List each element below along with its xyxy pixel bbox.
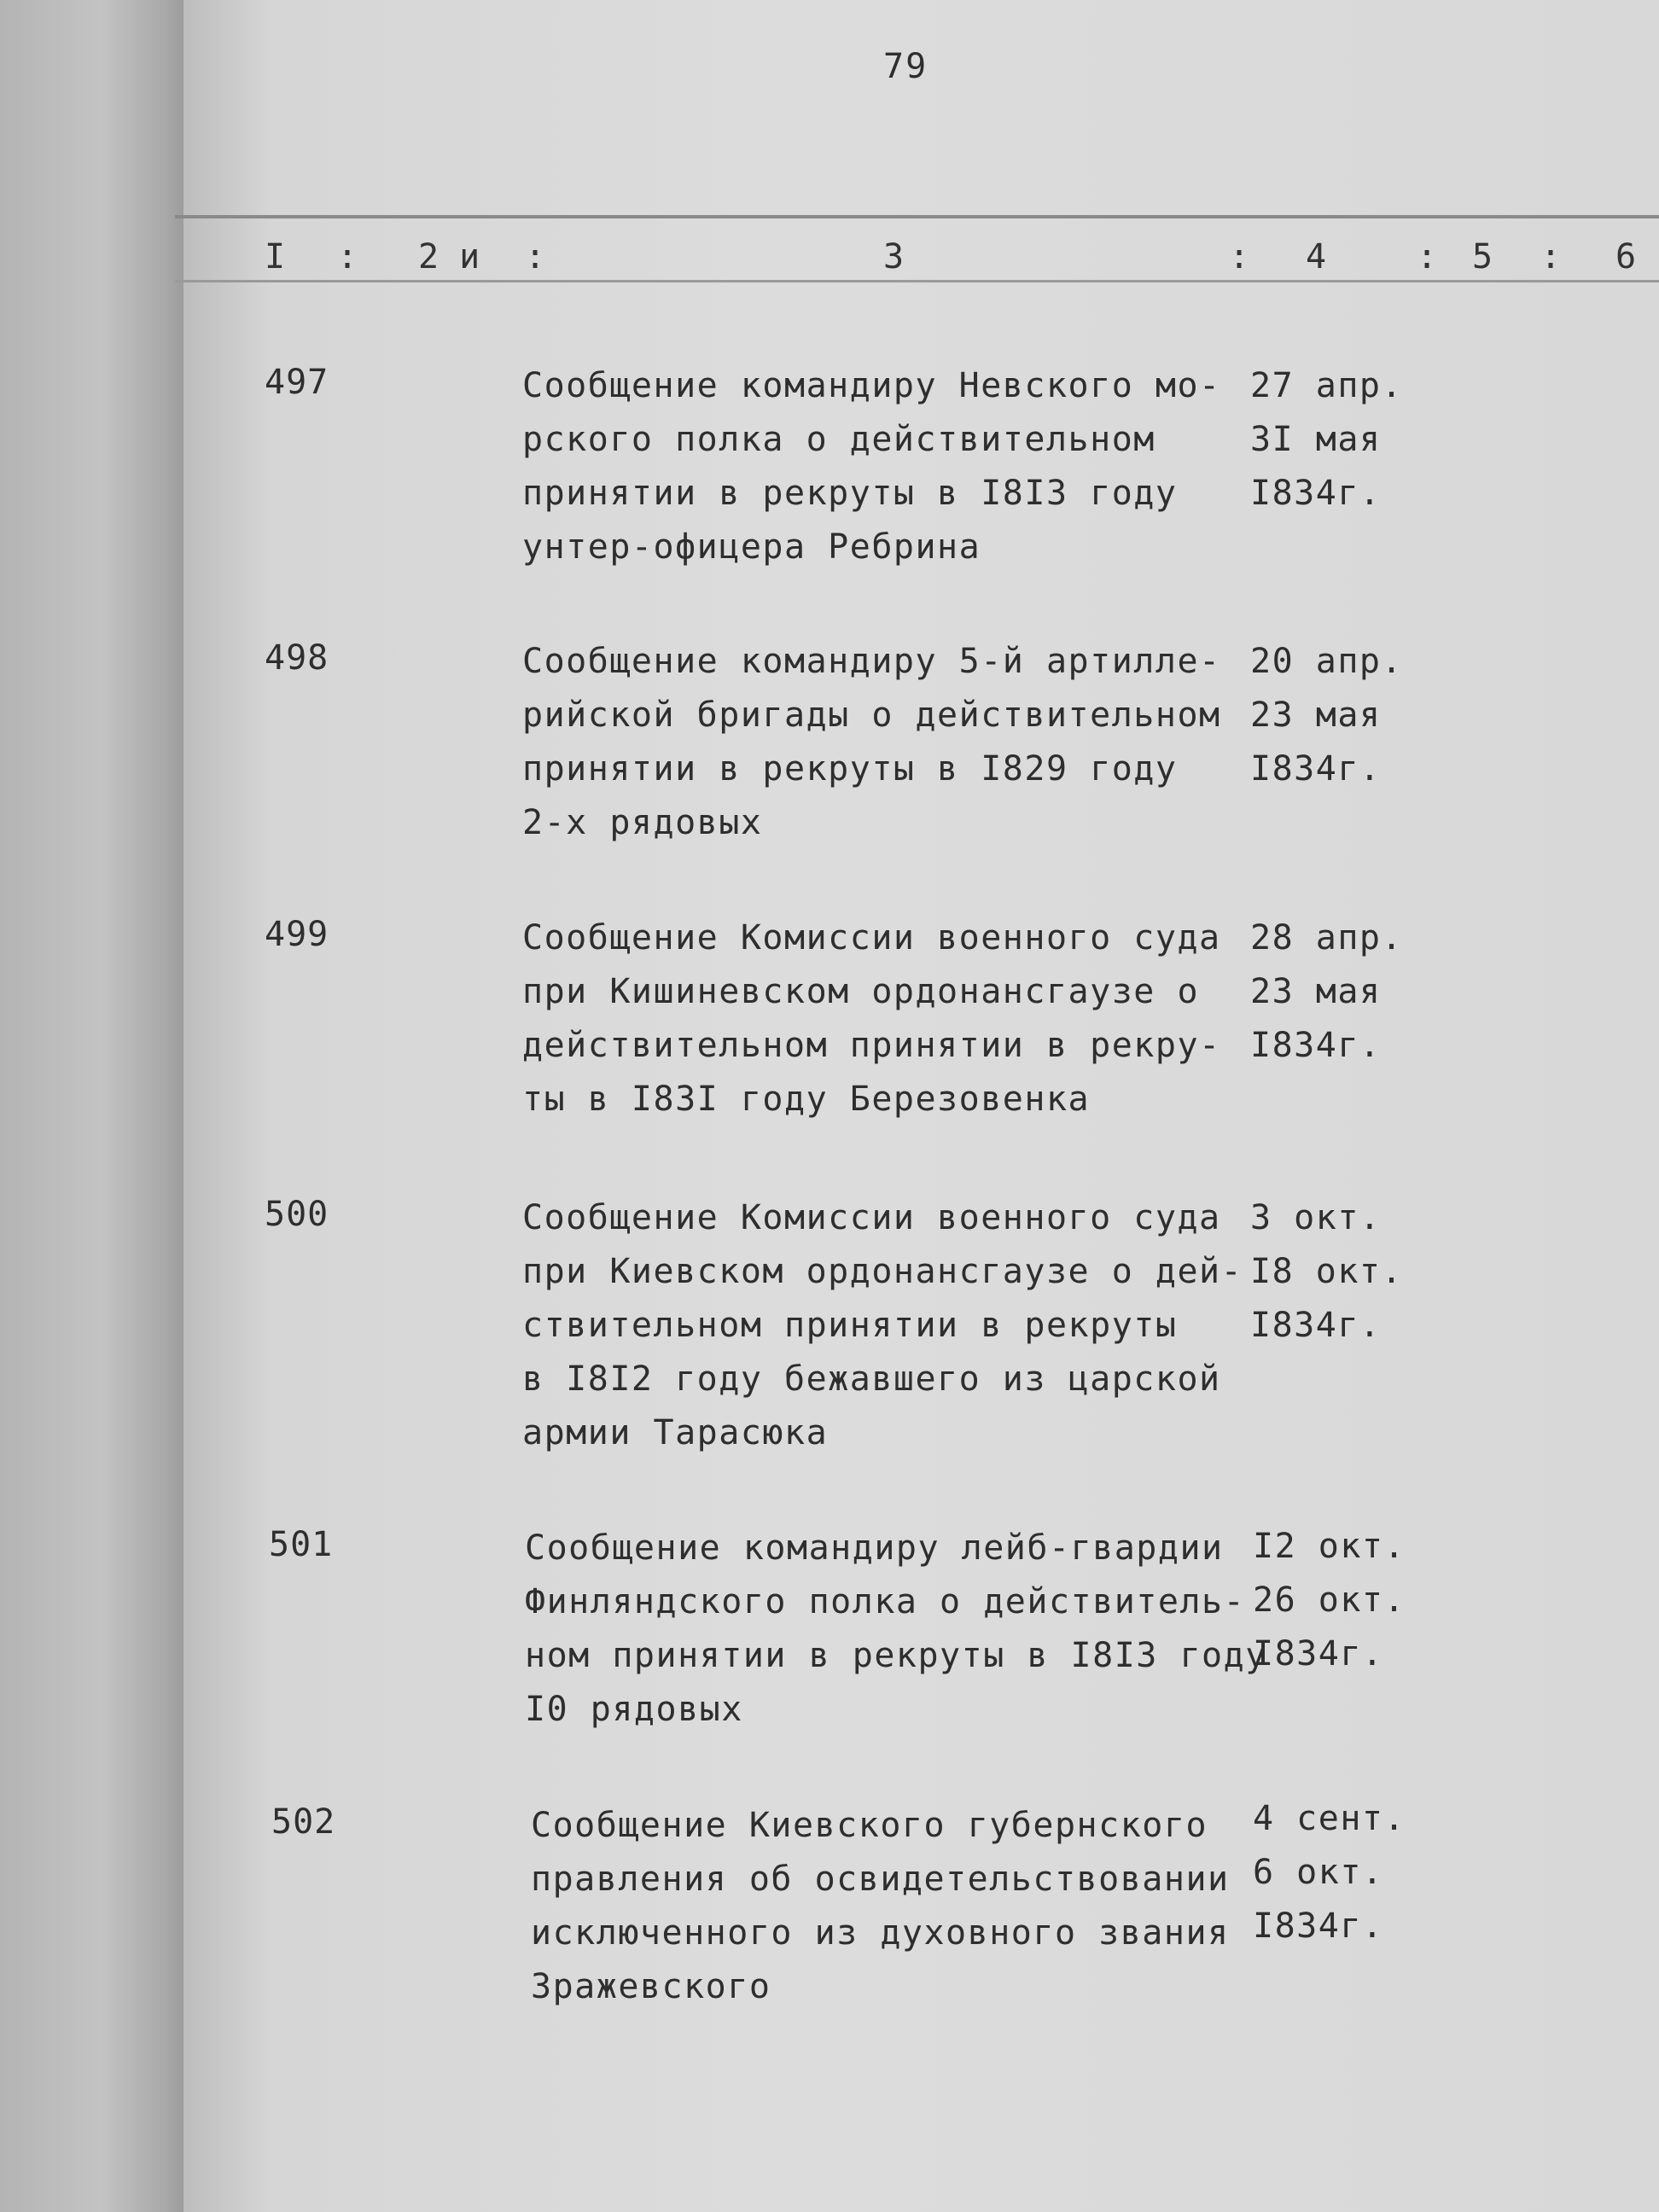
column-header-separator: : bbox=[1229, 237, 1250, 276]
date-line: I834г. bbox=[1253, 1634, 1384, 1674]
date-line: I2 окт. bbox=[1253, 1527, 1406, 1566]
column-header-2: 2 и bbox=[418, 237, 480, 276]
date-line: 20 апр. bbox=[1250, 642, 1404, 681]
description-line: Сообщение Комиссии военного суда bbox=[522, 1198, 1221, 1237]
description-line: исключенного из духовного звания bbox=[531, 1913, 1230, 1953]
date-line: 3I мая bbox=[1250, 420, 1382, 459]
description-line: при Киевском ордонансгаузе о дей- bbox=[522, 1252, 1243, 1291]
description-line: Сообщение командиру 5-й артилле- bbox=[522, 642, 1221, 681]
date-line: I834г. bbox=[1253, 1906, 1384, 1946]
entry-description bbox=[522, 359, 1222, 574]
date-line: 23 мая bbox=[1250, 696, 1382, 735]
date-line: 23 мая bbox=[1250, 972, 1382, 1011]
description-line: 2-х рядовых bbox=[522, 803, 763, 842]
entry-dates bbox=[1253, 1520, 1423, 1681]
entry-description bbox=[522, 635, 1222, 850]
date-line: I834г. bbox=[1250, 1306, 1382, 1345]
date-line: 27 апр. bbox=[1250, 366, 1404, 405]
column-header-6: 6 bbox=[1615, 237, 1637, 276]
description-line: рийской бригады о действительном bbox=[522, 696, 1221, 735]
entry-description bbox=[525, 1522, 1267, 1737]
entry-number: 498 bbox=[265, 638, 329, 678]
date-line: 6 окт. bbox=[1253, 1853, 1384, 1892]
description-line: правления об освидетельствовании bbox=[531, 1860, 1230, 1899]
entry-dates bbox=[1250, 635, 1421, 796]
entry-number: 500 bbox=[265, 1195, 329, 1234]
date-line: I8 окт. bbox=[1250, 1252, 1404, 1291]
date-line: 26 окт. bbox=[1253, 1580, 1406, 1620]
date-line: 4 сент. bbox=[1253, 1799, 1406, 1838]
description-line: Зражевского bbox=[531, 1967, 771, 2006]
description-line: принятии в рекруты в I829 году bbox=[522, 749, 1178, 789]
description-line: ном принятии в рекруты в I8I3 году bbox=[525, 1636, 1267, 1675]
date-line: I834г. bbox=[1250, 1026, 1382, 1065]
binding-gutter bbox=[0, 0, 183, 2212]
description-line: Сообщение командиру лейб-гвардии bbox=[525, 1528, 1224, 1568]
entry-dates bbox=[1253, 1792, 1423, 1953]
description-line: действительном принятии в рекру- bbox=[522, 1026, 1221, 1065]
description-line: унтер-офицера Ребрина bbox=[522, 527, 981, 567]
entry-description bbox=[522, 911, 1222, 1126]
description-line: I0 рядовых bbox=[525, 1690, 743, 1729]
entry-description bbox=[531, 1799, 1231, 2014]
description-line: при Кишиневском ордонансгаузе о bbox=[522, 972, 1200, 1011]
header-bottom-rule bbox=[175, 280, 1659, 282]
date-line: 28 апр. bbox=[1250, 918, 1404, 958]
column-header-separator: : bbox=[1417, 237, 1438, 276]
date-line: I834г. bbox=[1250, 474, 1382, 513]
column-header-separator: : bbox=[337, 237, 358, 276]
column-header-1: I bbox=[265, 237, 286, 276]
description-line: Сообщение Комиссии военного суда bbox=[522, 918, 1221, 958]
column-header-5: 5 bbox=[1472, 237, 1493, 276]
entry-number: 502 bbox=[271, 1802, 336, 1842]
entry-number: 497 bbox=[265, 363, 329, 402]
entry-dates bbox=[1250, 1191, 1421, 1353]
date-line: 3 окт. bbox=[1250, 1198, 1382, 1237]
description-line: армии Тарасюка bbox=[522, 1413, 829, 1452]
column-header-separator: : bbox=[525, 237, 546, 276]
column-header-separator: : bbox=[1540, 237, 1562, 276]
entry-dates bbox=[1250, 359, 1421, 521]
description-line: Сообщение командиру Невского мо- bbox=[522, 366, 1221, 405]
column-header-3: 3 bbox=[883, 237, 905, 276]
description-line: Сообщение Киевского губернского bbox=[531, 1806, 1208, 1845]
header-top-rule bbox=[175, 215, 1659, 218]
description-line: Финляндского полка о действитель- bbox=[525, 1582, 1246, 1621]
date-line: I834г. bbox=[1250, 749, 1382, 789]
column-header-4: 4 bbox=[1306, 237, 1327, 276]
entry-dates bbox=[1250, 911, 1421, 1073]
description-line: ты в I83I году Березовенка bbox=[522, 1080, 1091, 1119]
description-line: ствительном принятии в рекруты bbox=[522, 1306, 1178, 1345]
description-line: рского полка о действительном bbox=[522, 420, 1155, 459]
entry-number: 499 bbox=[265, 915, 329, 954]
page-number: 79 bbox=[883, 47, 928, 86]
description-line: принятии в рекруты в I8I3 году bbox=[522, 474, 1178, 513]
description-line: в I8I2 году бежавшего из царской bbox=[522, 1359, 1221, 1399]
entry-description bbox=[522, 1191, 1243, 1460]
entry-number: 501 bbox=[269, 1525, 334, 1564]
